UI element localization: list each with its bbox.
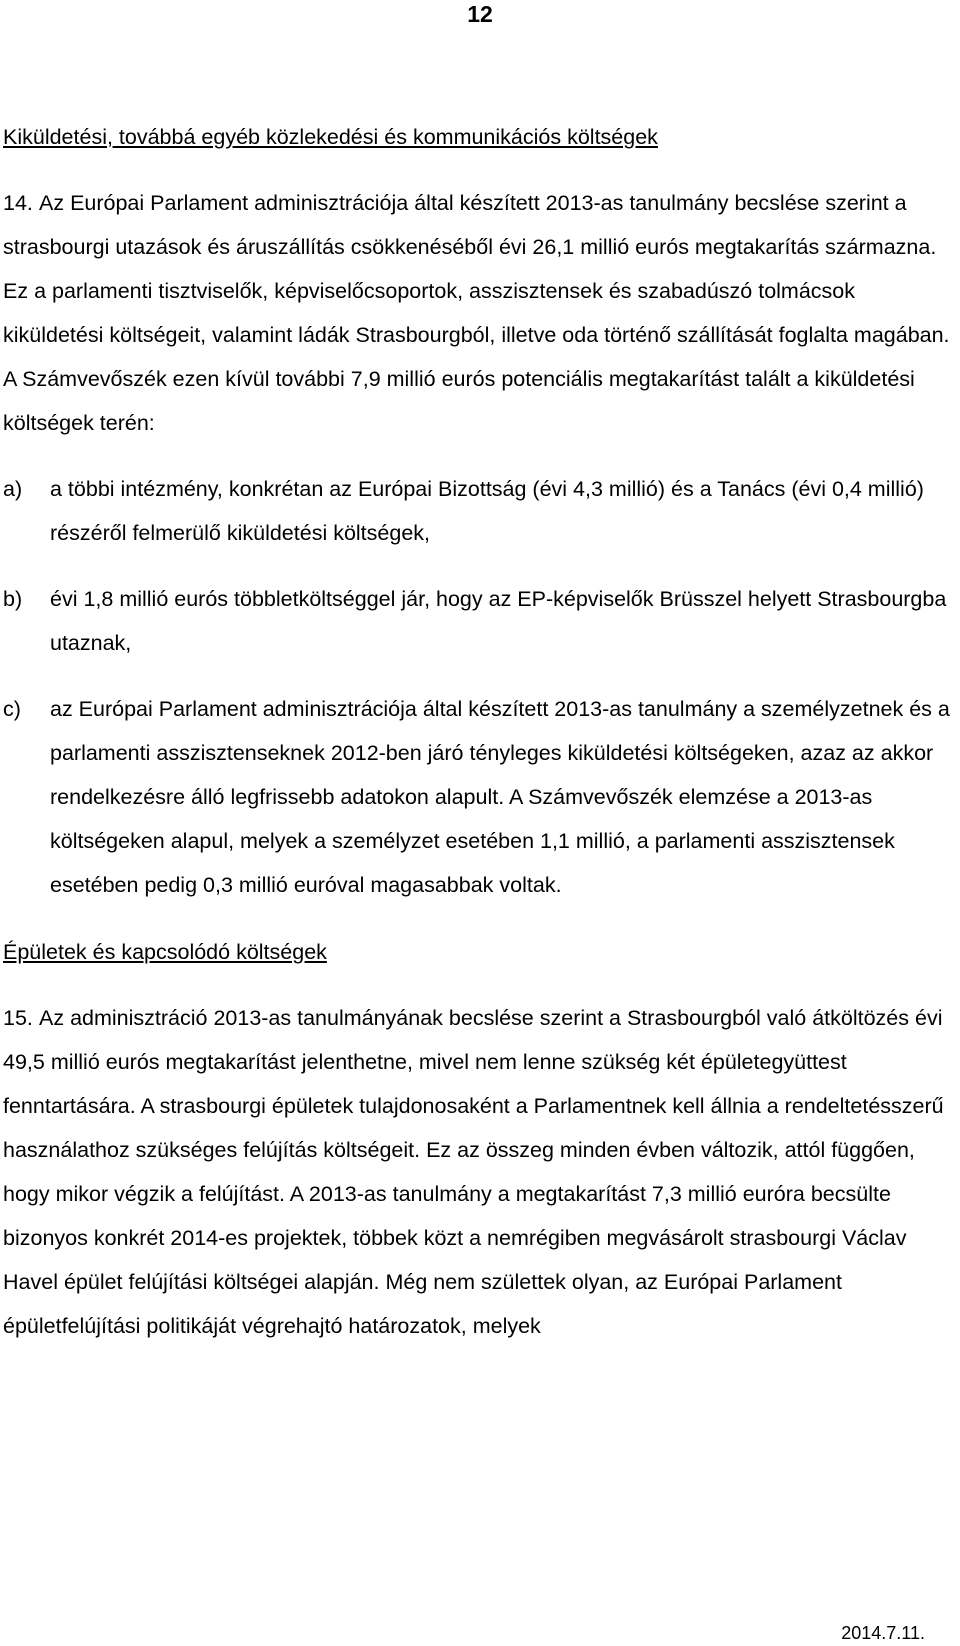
section-heading-travel-costs: Kiküldetési, továbbá egyéb közlekedési és kommunikációs költségek (3, 125, 658, 149)
footer-date: 2014.7.11. (841, 1623, 925, 1643)
paragraph-text: Az Európai Parlament adminisztrációja által készített 2013-as tanulmány becslése szerint a strasbourgi utazások és áruszállítás csökkenéséből évi 26,1 millió eurós megtakarítás származna. Ez a parlamenti tisztviselők, képviselőcsoportok, asszisztensek és szabadúszó tolmácsok kiküldetési költségeit, valamint ládák Strasbourgból, illetve oda történő szállítását foglalta magában. A Számvevőszék ezen kívül további 7,9 millió eurós potenciális megtakarítást talált a kiküldetési költségek terén: (3, 191, 950, 435)
section-heading-buildings: Épületek és kapcsolódó költségek (3, 940, 327, 964)
list-item-text: évi 1,8 millió eurós többletköltséggel jár, hogy az EP-képviselők Brüsszel helyett Strasbourgba utaznak, (50, 587, 947, 655)
list-item-a (3, 467, 955, 555)
list-marker: b) (3, 587, 23, 611)
list-item-c (3, 687, 955, 907)
paragraph-15 (3, 996, 955, 1348)
paragraph-number: 15. (3, 1006, 33, 1030)
list-marker: c) (3, 697, 21, 721)
paragraph-14 (3, 181, 955, 445)
paragraph-number: 14. (3, 191, 33, 215)
page-number: 12 (467, 1, 493, 27)
list-marker: a) (3, 477, 23, 501)
list-item-text: a többi intézmény, konkrétan az Európai Bizottság (évi 4,3 millió) és a Tanács (évi 0,4 millió) részéről felmerülő kiküldetési költségek, (50, 477, 924, 545)
list-item-b (3, 577, 955, 665)
list-item-text: az Európai Parlament adminisztrációja által készített 2013-as tanulmány a személyzetnek és a parlamenti asszisztenseknek 2012-ben járó tényleges kiküldetési költségeken, azaz az akkor rendelkezésre álló legfrissebb adatokon alapult. A Számvevőszék elemzése a 2013-as költségeken alapul, melyek a személyzet esetében 1,1 millió, a parlamenti asszisztensek esetében pedig 0,3 millió euróval magasabbak voltak. (50, 697, 950, 897)
document-body (3, 115, 955, 1348)
paragraph-text: Az adminisztráció 2013-as tanulmányának becslése szerint a Strasbourgból való átköltözés évi 49,5 millió eurós megtakarítást jelenthetne, mivel nem lenne szükség két épületegyüttest fenntartására. A strasbourgi épületek tulajdonosaként a Parlamentnek kell állnia a rendeltetésszerű használathoz szükséges felújítás költségeit. Ez az összeg minden évben változik, attól függően, hogy mikor végzik a felújítást. A 2013-as tanulmány a megtakarítást 7,3 millió euróra becsülte bizonyos konkrét 2014-es projektek, többek közt a nemrégiben megvásárolt strasbourgi Václav Havel épület felújítási költségei alapján. Még nem születtek olyan, az Európai Parlament épületfelújítási politikáját végrehajtó határozatok, melyek (3, 1006, 944, 1338)
